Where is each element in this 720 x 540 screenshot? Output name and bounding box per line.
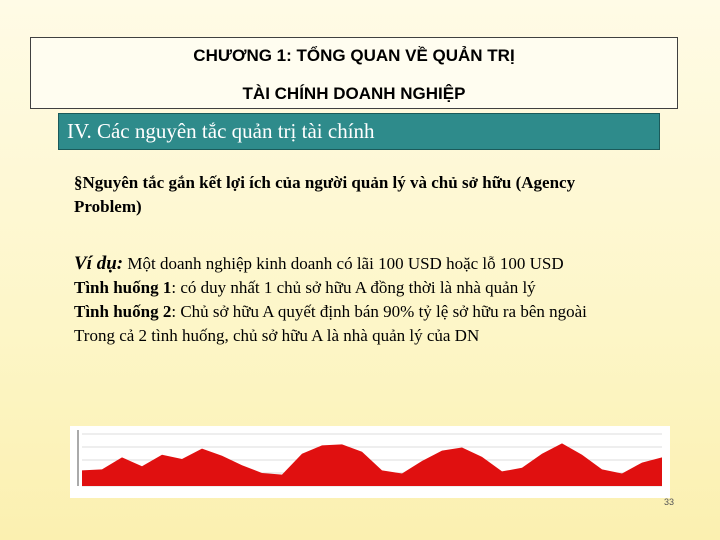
chapter-title-line2: TÀI CHÍNH DOANH NGHIỆP xyxy=(242,84,466,103)
decorative-profile-svg xyxy=(70,426,670,498)
case-2-label: Tình huống 2 xyxy=(74,302,172,321)
example-block xyxy=(74,252,644,348)
decorative-profile-graphic xyxy=(70,426,670,498)
case-2 xyxy=(74,300,644,324)
example-intro xyxy=(74,252,644,276)
principle-statement: §Nguyên tắc gắn kết lợi ích của người quản lý và chủ sở hữu (Agency Problem) xyxy=(74,173,576,216)
case-1-label: Tình huống 1 xyxy=(74,278,172,297)
section-heading: IV. Các nguyên tắc quản trị tài chính xyxy=(58,113,660,150)
chapter-title-box xyxy=(30,37,678,109)
case-1-text: : có duy nhất 1 chủ sở hữu A đồng thời là nhà quản lý xyxy=(171,278,536,297)
case-2-text: : Chủ sở hữu A quyết định bán 90% tỷ lệ sở hữu ra bên ngoài xyxy=(171,302,587,321)
example-conclusion: Trong cả 2 tình huống, chủ sở hữu A là nhà quản lý của DN xyxy=(74,326,480,345)
chapter-title-line1: CHƯƠNG 1: TỔNG QUAN VỀ QUẢN TRỊ xyxy=(193,46,515,65)
example-label: Ví dụ: xyxy=(74,253,124,274)
page-number: 33 xyxy=(664,497,675,507)
case-1 xyxy=(74,276,644,300)
example-intro-text: Một doanh nghiệp kinh doanh có lãi 100 USD hoặc lỗ 100 USD xyxy=(123,254,564,273)
